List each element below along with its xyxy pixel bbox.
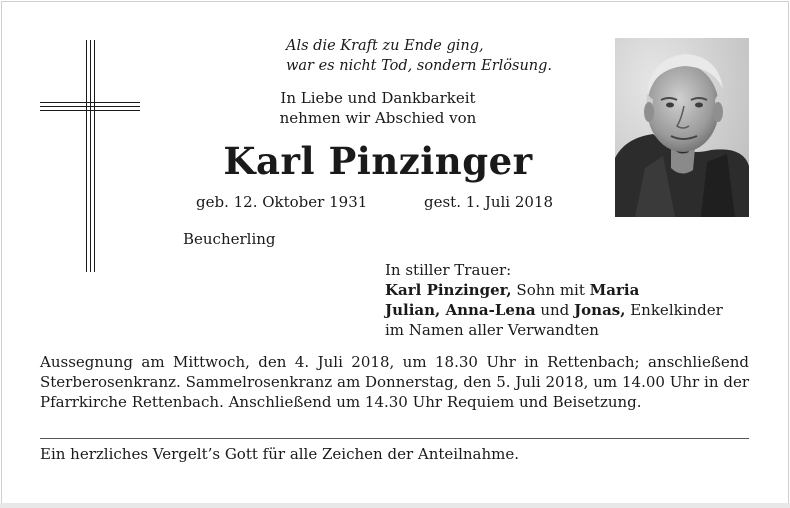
cross-icon: [40, 40, 140, 272]
intro-line-2: nehmen wir Abschied von: [279, 109, 477, 127]
portrait-photo: [615, 38, 749, 217]
service-details: Aussegnung am Mittwoch, den 4. Juli 2018, um 18.30 Uhr in Rettenbach; anschließend Sterberosenkranz. Sammelrosenkranz am Donnerstag, den 5. Juli 2018, um 14.00 Uhr in der Pfarrkirche Rettenbach. Anschließend um 14.30 Uhr Requiem und Beisetzung.: [40, 353, 749, 411]
mourner-grandchildren-1: Julian, Anna-Lena: [385, 301, 536, 319]
birth-date: geb. 12. Oktober 1931: [196, 193, 368, 211]
intro-line-1: In Liebe und Dankbarkeit: [280, 89, 476, 107]
mourner-grandchildren-2: Jonas,: [574, 301, 626, 319]
mourners-line-3: [385, 300, 750, 320]
hometown: Beucherling: [183, 230, 276, 248]
mourners: [385, 260, 750, 340]
mourner-text-1: Sohn mit: [511, 281, 590, 299]
mourner-daughter-in-law: Maria: [589, 281, 640, 299]
divider: [40, 438, 749, 439]
intro: [200, 88, 556, 128]
motto: [286, 36, 606, 76]
mourners-line-2: [385, 280, 750, 300]
mourner-text-3: Enkelkinder: [625, 301, 723, 319]
thanks-note: Ein herzliches Vergelt’s Gott für alle Zeichen der Anteilnahme.: [40, 445, 520, 463]
death-date: gest. 1. Juli 2018: [424, 193, 554, 211]
mourners-line-4: im Namen aller Verwandten: [385, 321, 599, 339]
motto-line-1: Als die Kraft zu Ende ging,: [286, 38, 484, 54]
bottom-edge: [0, 503, 790, 508]
mourner-son: Karl Pinzinger,: [385, 281, 512, 299]
deceased-name: Karl Pinzinger: [223, 139, 533, 183]
mourners-heading: In stiller Trauer:: [385, 261, 512, 279]
mourner-text-2: und: [535, 301, 575, 319]
motto-line-2: war es nicht Tod, sondern Erlösung.: [286, 58, 553, 74]
